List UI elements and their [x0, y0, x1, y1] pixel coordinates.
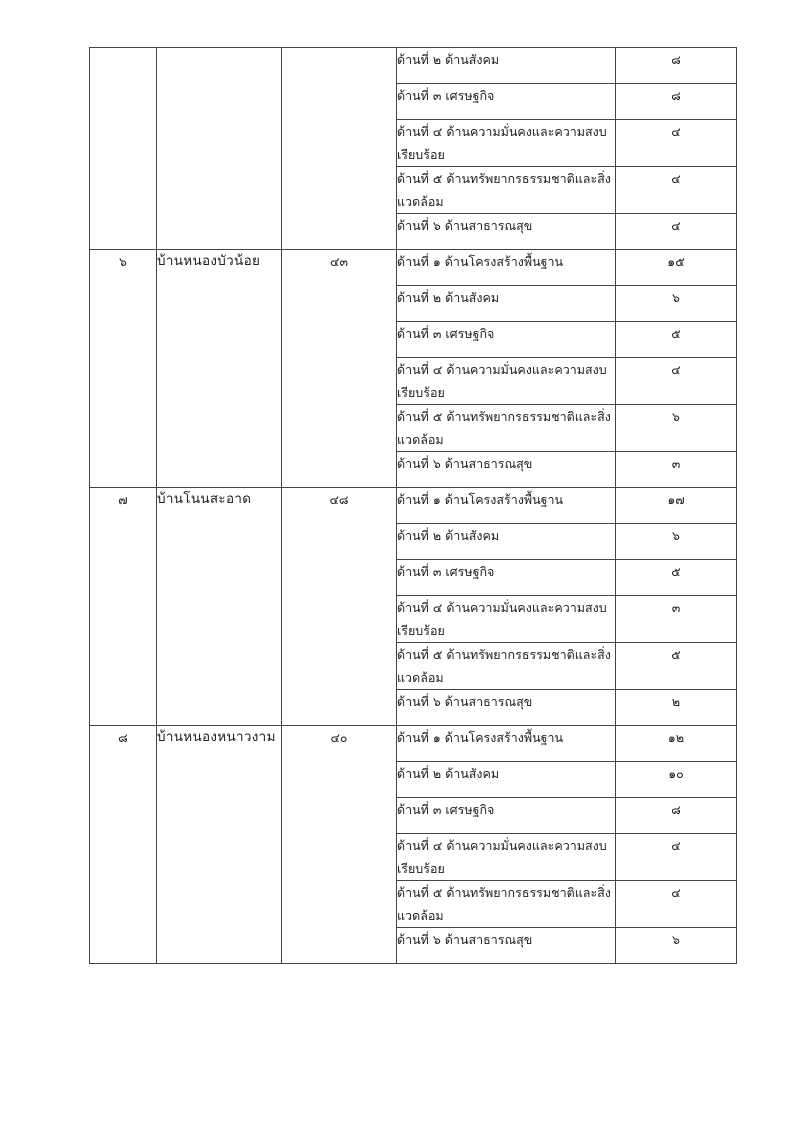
village-number-cell: ๗	[90, 488, 157, 726]
aspect-cell: ด้านที่ ๕ ด้านทรัพยากรธรรมชาติและสิ่งแวดล้อม	[397, 405, 616, 452]
problem-count-cell: ๕	[616, 643, 737, 690]
problem-count-cell: ๖	[616, 405, 737, 452]
problem-count-cell: ๖	[616, 286, 737, 322]
aspect-cell: ด้านที่ ๓ เศรษฐกิจ	[397, 560, 616, 596]
aspect-cell: ด้านที่ ๕ ด้านทรัพยากรธรรมชาติและสิ่งแวดล้อม	[397, 167, 616, 214]
problem-count-cell: ๓	[616, 452, 737, 488]
problem-count-cell: ๘	[616, 48, 737, 84]
problem-count-cell: ๔	[616, 167, 737, 214]
problem-count-cell: ๖	[616, 524, 737, 560]
aspect-cell: ด้านที่ ๓ เศรษฐกิจ	[397, 798, 616, 834]
village-name-cell	[157, 48, 282, 250]
village-problems-table	[89, 47, 737, 964]
aspect-cell: ด้านที่ ๑ ด้านโครงสร้างพื้นฐาน	[397, 726, 616, 762]
problem-count-cell: ๑๗	[616, 488, 737, 524]
aspect-cell: ด้านที่ ๖ ด้านสาธารณสุข	[397, 452, 616, 488]
household-count-cell: ๔๓	[282, 250, 397, 488]
household-count-cell: ๔๘	[282, 488, 397, 726]
village-number-cell	[90, 48, 157, 250]
problem-count-cell: ๘	[616, 84, 737, 120]
village-name-cell: บ้านหนองบัวน้อย	[157, 250, 282, 488]
problem-count-cell: ๔	[616, 120, 737, 167]
aspect-cell: ด้านที่ ๓ เศรษฐกิจ	[397, 322, 616, 358]
problem-count-cell: ๑๕	[616, 250, 737, 286]
aspect-cell: ด้านที่ ๒ ด้านสังคม	[397, 762, 616, 798]
table-row	[90, 48, 737, 84]
aspect-cell: ด้านที่ ๖ ด้านสาธารณสุข	[397, 928, 616, 964]
problem-count-cell: ๖	[616, 928, 737, 964]
village-name-cell: บ้านโนนสะอาด	[157, 488, 282, 726]
aspect-cell: ด้านที่ ๒ ด้านสังคม	[397, 48, 616, 84]
village-name-cell: บ้านหนองหนาวงาม	[157, 726, 282, 964]
table-row	[90, 726, 737, 762]
village-number-cell: ๖	[90, 250, 157, 488]
problem-count-cell: ๔	[616, 358, 737, 405]
aspect-cell: ด้านที่ ๒ ด้านสังคม	[397, 286, 616, 322]
table-row	[90, 488, 737, 524]
problem-count-cell: ๔	[616, 834, 737, 881]
problem-count-cell: ๕	[616, 560, 737, 596]
village-number-cell: ๘	[90, 726, 157, 964]
aspect-cell: ด้านที่ ๔ ด้านความมั่นคงและความสงบเรียบร้อย	[397, 596, 616, 643]
aspect-cell: ด้านที่ ๑ ด้านโครงสร้างพื้นฐาน	[397, 250, 616, 286]
household-count-cell: ๔๐	[282, 726, 397, 964]
table-row	[90, 250, 737, 286]
household-count-cell	[282, 48, 397, 250]
problem-count-cell: ๔	[616, 214, 737, 250]
problem-count-cell: ๑๒	[616, 726, 737, 762]
problem-count-cell: ๑๐	[616, 762, 737, 798]
problem-count-cell: ๓	[616, 596, 737, 643]
aspect-cell: ด้านที่ ๑ ด้านโครงสร้างพื้นฐาน	[397, 488, 616, 524]
aspect-cell: ด้านที่ ๒ ด้านสังคม	[397, 524, 616, 560]
aspect-cell: ด้านที่ ๖ ด้านสาธารณสุข	[397, 214, 616, 250]
aspect-cell: ด้านที่ ๓ เศรษฐกิจ	[397, 84, 616, 120]
problem-count-cell: ๔	[616, 881, 737, 928]
problem-count-cell: ๕	[616, 322, 737, 358]
aspect-cell: ด้านที่ ๔ ด้านความมั่นคงและความสงบเรียบร้อย	[397, 120, 616, 167]
aspect-cell: ด้านที่ ๔ ด้านความมั่นคงและความสงบเรียบร้อย	[397, 358, 616, 405]
table-body	[90, 48, 737, 964]
aspect-cell: ด้านที่ ๖ ด้านสาธารณสุข	[397, 690, 616, 726]
aspect-cell: ด้านที่ ๔ ด้านความมั่นคงและความสงบเรียบร้อย	[397, 834, 616, 881]
aspect-cell: ด้านที่ ๕ ด้านทรัพยากรธรรมชาติและสิ่งแวดล้อม	[397, 881, 616, 928]
problem-count-cell: ๘	[616, 798, 737, 834]
aspect-cell: ด้านที่ ๕ ด้านทรัพยากรธรรมชาติและสิ่งแวดล้อม	[397, 643, 616, 690]
problem-count-cell: ๒	[616, 690, 737, 726]
